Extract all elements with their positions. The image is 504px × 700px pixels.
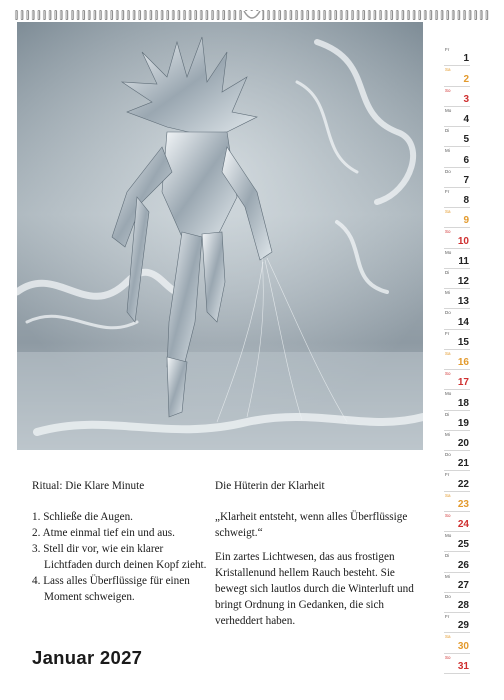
day-cell-9 — [444, 208, 470, 228]
day-cell-1 — [444, 46, 470, 66]
day-number: 8 — [463, 195, 469, 206]
weekday-label: Mo — [445, 391, 452, 397]
day-number: 1 — [463, 53, 469, 65]
weekday-label: Mi — [445, 431, 450, 437]
weekday-label: Mo — [445, 533, 452, 538]
day-cell-11 — [444, 249, 470, 269]
weekday-label: Mi — [445, 290, 450, 295]
day-number: 29 — [457, 620, 469, 632]
day-number: 12 — [457, 276, 469, 287]
day-number: 2 — [463, 73, 469, 85]
day-number: 23 — [457, 498, 469, 510]
weekday-label: So — [445, 512, 451, 518]
day-cell-19 — [444, 411, 470, 431]
day-cell-4 — [444, 107, 470, 127]
weekday-label: Do — [445, 452, 451, 457]
story-paragraph: Ein zartes Lichtwesen, das aus frostigen Kristallenund hellem Rauch besteht. Sie bewegt sich lautlos durch die Winterluft und bringt Ordnung in Gedanken, die sich verheddert haben. — [215, 551, 414, 627]
day-cell-8 — [444, 188, 470, 208]
weekday-label: Di — [445, 269, 450, 275]
weekday-label: So — [445, 87, 451, 93]
day-cell-26 — [444, 552, 470, 572]
day-number: 17 — [457, 377, 469, 389]
day-column — [444, 46, 470, 674]
day-number: 27 — [457, 579, 469, 591]
month-title: Januar 2027 — [32, 647, 143, 668]
weekday-label: Fr — [445, 330, 450, 336]
day-cell-15 — [444, 330, 470, 350]
day-cell-28 — [444, 593, 470, 613]
day-cell-7 — [444, 168, 470, 188]
weekday-label: Fr — [445, 188, 450, 194]
weekday-label: Sa — [445, 492, 451, 498]
weekday-label: Mi — [445, 148, 450, 154]
day-cell-18 — [444, 390, 470, 410]
day-number: 21 — [457, 458, 469, 470]
day-cell-6 — [444, 147, 470, 167]
weekday-label: Mo — [445, 249, 452, 255]
story-quote: „Klarheit entsteht, wenn alles Überflüssige schweigt.“ — [215, 511, 408, 539]
day-cell-16 — [444, 350, 470, 370]
day-cell-23 — [444, 492, 470, 512]
day-number: 24 — [457, 519, 469, 530]
ritual-step: 2. Atme einmal tief ein und aus. — [32, 527, 175, 539]
day-number: 3 — [463, 93, 469, 105]
weekday-label: So — [445, 654, 451, 660]
weekday-label: Di — [445, 128, 450, 133]
weekday-label: Do — [445, 168, 451, 174]
story-block — [215, 478, 425, 629]
weekday-label: Fr — [445, 47, 450, 52]
day-number: 5 — [463, 134, 469, 146]
day-cell-25 — [444, 532, 470, 552]
day-number: 26 — [457, 559, 469, 571]
weekday-label: Mi — [445, 573, 450, 579]
day-number: 13 — [457, 296, 469, 308]
weekday-label: Fr — [445, 614, 450, 619]
day-number: 6 — [463, 154, 469, 166]
weekday-label: Sa — [445, 209, 451, 214]
day-number: 10 — [457, 235, 469, 247]
ritual-step: 4. Lass alles Überflüssige für einen Moment schweigen. — [32, 575, 190, 603]
ritual-step: 1. Schließe die Augen. — [32, 511, 133, 523]
day-number: 25 — [457, 539, 469, 551]
day-number: 20 — [457, 438, 469, 449]
weekday-label: So — [445, 371, 451, 376]
day-number: 31 — [457, 660, 469, 672]
weekday-label: Sa — [445, 350, 451, 356]
day-cell-3 — [444, 87, 470, 107]
day-cell-29 — [444, 613, 470, 633]
weekday-label: Di — [445, 553, 450, 559]
hanger-hook — [242, 10, 262, 22]
day-number: 16 — [457, 357, 469, 368]
ritual-block — [32, 478, 212, 605]
day-cell-20 — [444, 431, 470, 451]
month-photo — [17, 22, 423, 450]
weekday-label: Do — [445, 593, 451, 599]
weekday-label: Mo — [445, 107, 452, 113]
day-number: 7 — [463, 174, 469, 186]
day-cell-17 — [444, 370, 470, 390]
weekday-label: So — [445, 229, 451, 235]
weekday-label: Sa — [445, 67, 451, 73]
weekday-label: Sa — [445, 634, 451, 640]
day-number: 4 — [463, 114, 469, 125]
day-cell-22 — [444, 471, 470, 491]
day-number: 9 — [463, 215, 469, 227]
ritual-steps — [32, 509, 212, 605]
day-cell-14 — [444, 309, 470, 329]
day-number: 28 — [457, 600, 469, 611]
ritual-step: 3. Stell dir vor, wie ein klarer Lichtfaden durch deinen Kopf zieht. — [32, 543, 207, 571]
ritual-heading: Ritual: Die Klare Minute — [32, 480, 145, 492]
day-number: 14 — [457, 316, 469, 328]
day-cell-31 — [444, 654, 470, 674]
weekday-label: Do — [445, 310, 451, 316]
day-cell-27 — [444, 573, 470, 593]
weekday-label: Fr — [445, 472, 450, 478]
day-number: 18 — [457, 397, 469, 409]
weekday-label: Di — [445, 411, 450, 417]
day-cell-10 — [444, 228, 470, 248]
day-number: 19 — [457, 417, 469, 429]
day-number: 15 — [457, 336, 469, 348]
day-cell-12 — [444, 269, 470, 289]
day-number: 30 — [457, 640, 469, 652]
day-cell-30 — [444, 633, 470, 653]
day-cell-24 — [444, 512, 470, 532]
day-cell-21 — [444, 451, 470, 471]
day-cell-2 — [444, 66, 470, 86]
day-cell-5 — [444, 127, 470, 147]
day-number: 22 — [457, 478, 469, 490]
day-number: 11 — [458, 255, 469, 267]
day-cell-13 — [444, 289, 470, 309]
story-heading: Die Hüterin der Klarheit — [215, 480, 325, 492]
